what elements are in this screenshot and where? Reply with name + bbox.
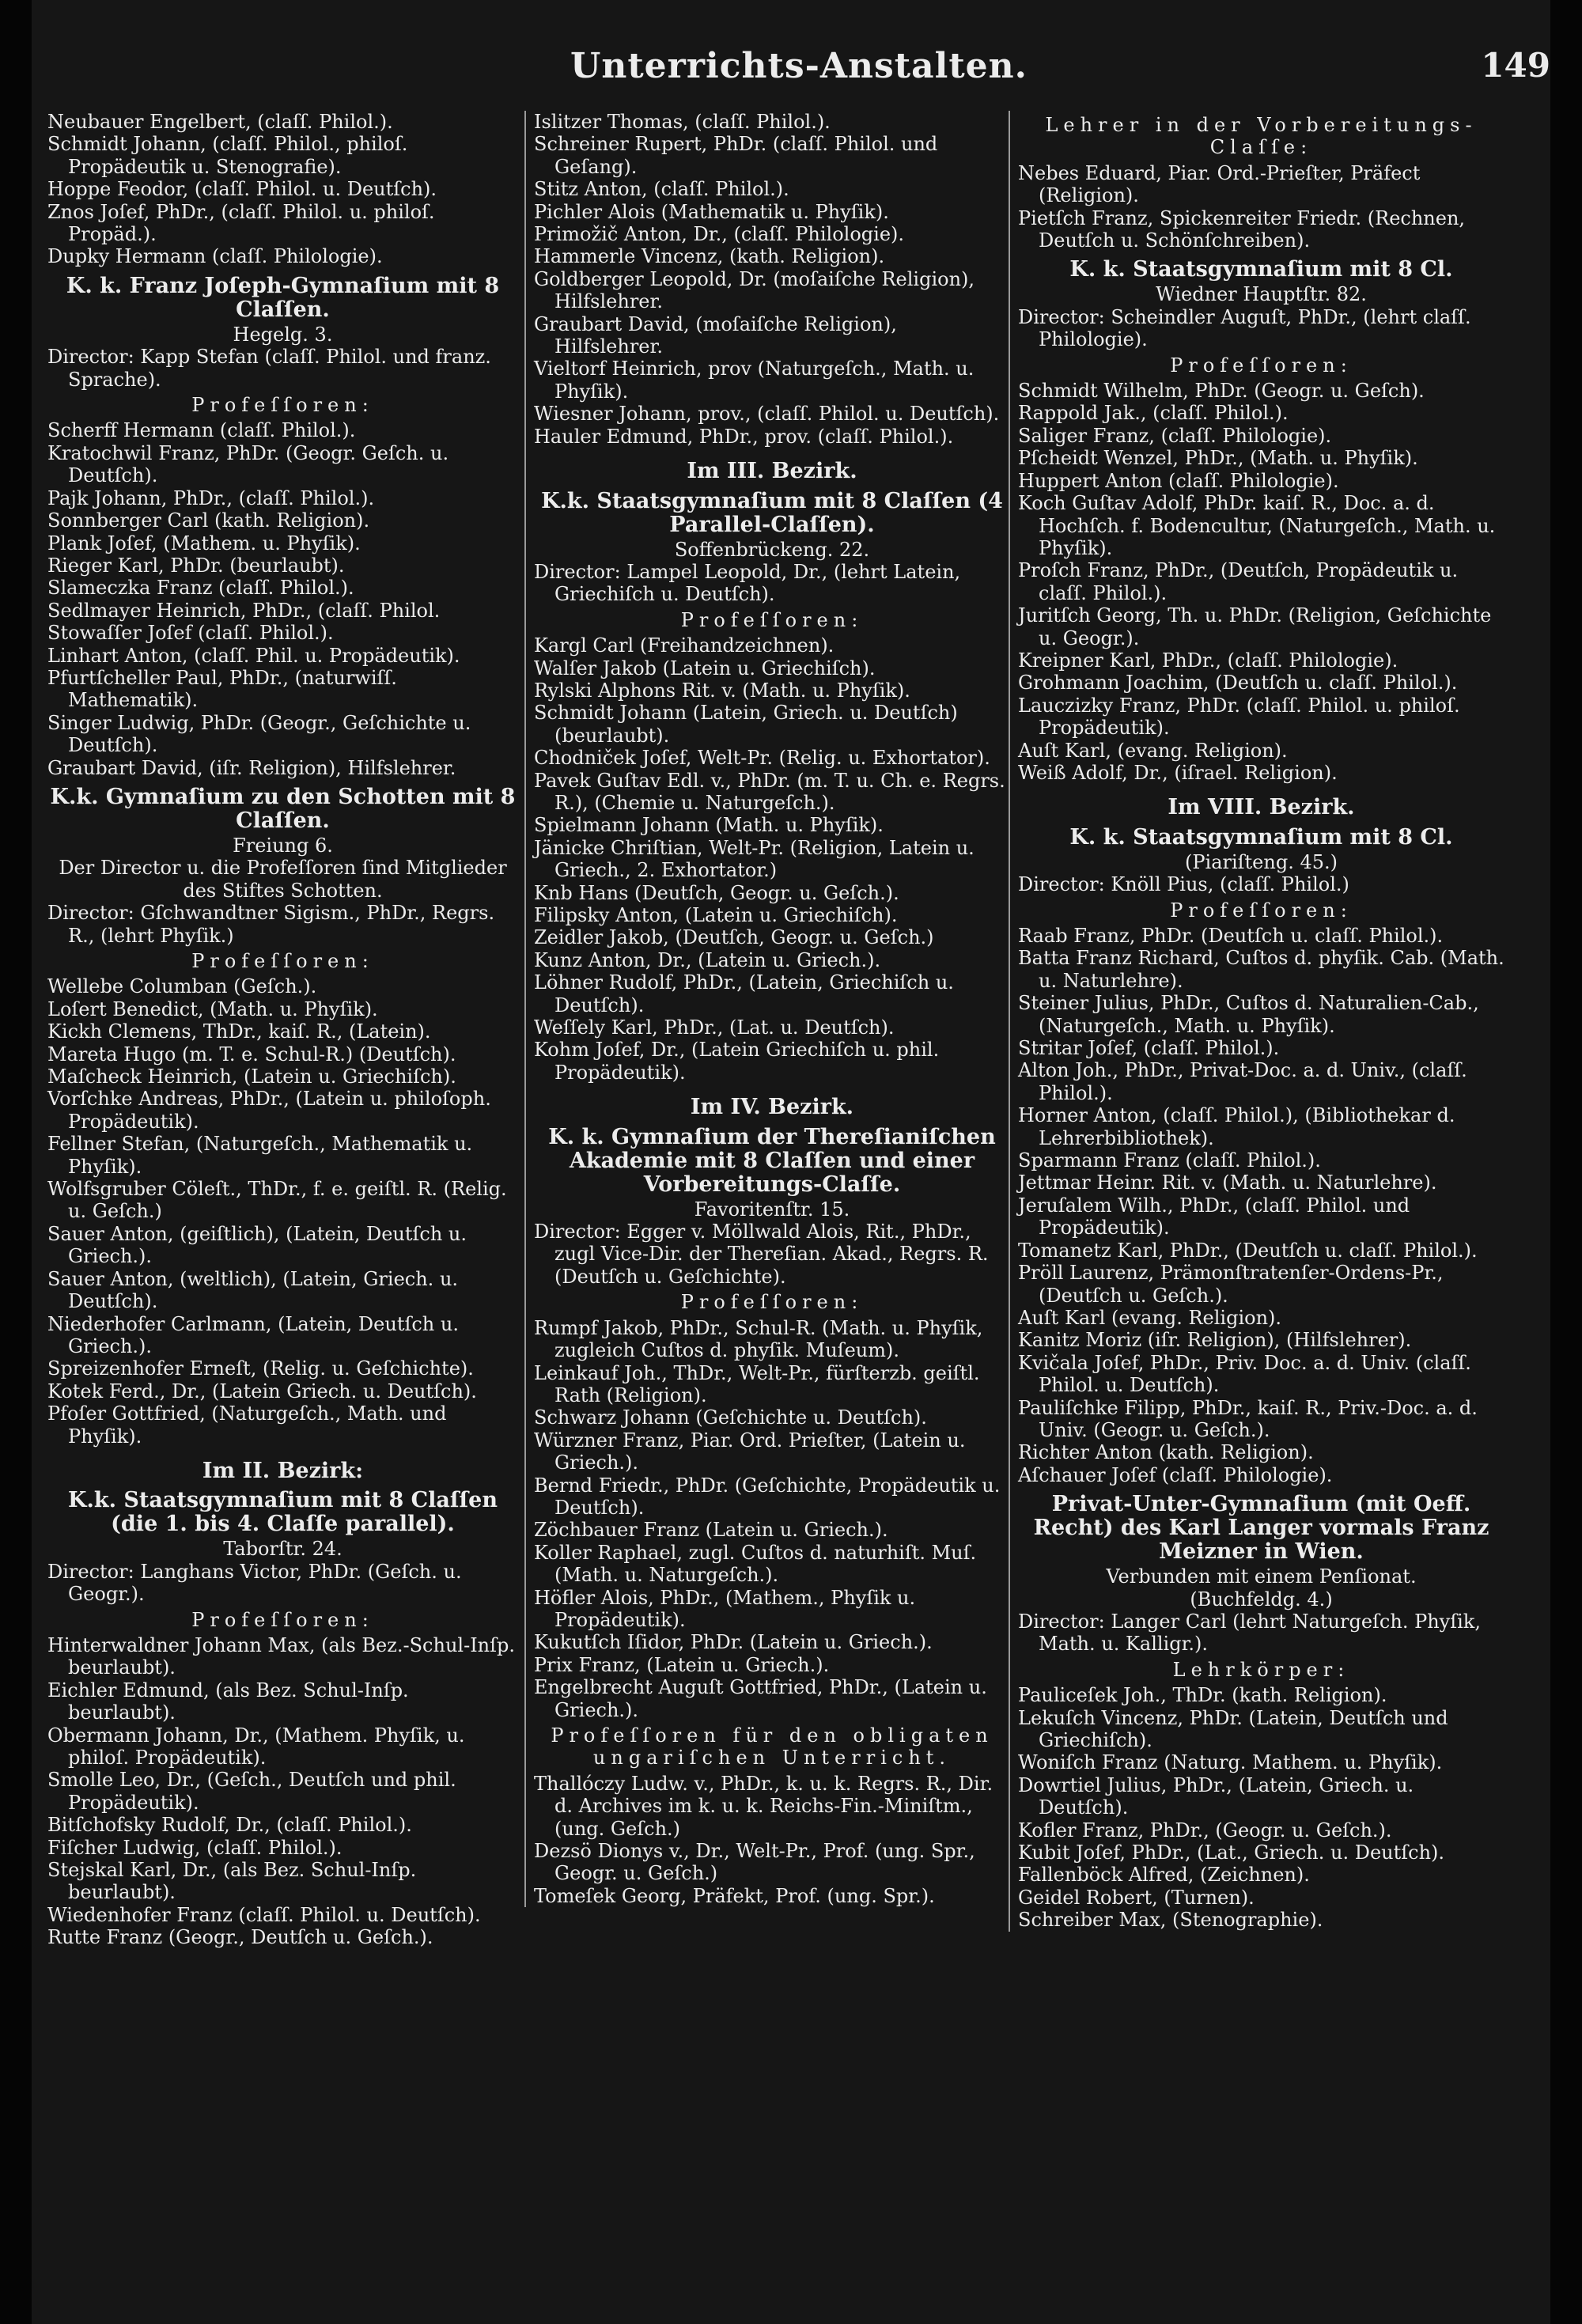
director-line: Director: Langhans Victor, PhDr. (Geſch. u. Geogr.). [47, 1560, 462, 1606]
list-item: Tomanetz Karl, PhDr., (Deutſch u. claſſ. Philol.). [1018, 1239, 1478, 1262]
list-item: Jettmar Heinr. Rit. v. (Math. u. Naturlehre). [1018, 1171, 1437, 1194]
list-item: Pauliceſek Joh., ThDr. (kath. Religion). [1018, 1684, 1387, 1707]
list-item: Thallóczy Ludw. v., PhDr., k. u. k. Regrs. R., Dir. d. Archives im k. u. k. Reichs-Fin.-Miniſtm., (ung. Geſch.) [534, 1772, 993, 1840]
list-item: Sparmann Franz (claſſ. Philol.). [1018, 1149, 1321, 1172]
list-item: Prix Franz, (Latein u. Griech.). [534, 1653, 830, 1676]
entry-list [47, 111, 518, 268]
director-line: Director: Langer Carl (lehrt Naturgeſch. Phyſik, Math. u. Kalligr.). [1018, 1610, 1481, 1656]
list-item: Weſſely Karl, PhDr., (Lat. u. Deutſch). [534, 1016, 895, 1039]
school-address: Favoritenſtr. 15. [694, 1198, 850, 1221]
list-item: Hinterwaldner Johann Max, (als Bez.-Schul-Inſp. beurlaubt). [47, 1633, 515, 1679]
list-item: Knb Hans (Deutſch, Geogr. u. Geſch.). [534, 881, 899, 904]
list-item: Schreiner Rupert, PhDr. (claſſ. Philol. und Geſang). [534, 133, 938, 178]
school-heading: K.k. Staatsgymnaſium mit 8 Claſſen (die 1. bis 4. Claſſe parallel). [68, 1488, 498, 1537]
list-item: Dowrtiel Julius, PhDr., (Latein, Griech. u. Deutſch). [1018, 1773, 1414, 1819]
school-address: Hegelg. 3. [233, 323, 333, 346]
list-item: Koch Guſtav Adolf, PhDr. kaiſ. R., Doc. a. d. Hochſch. f. Bodencultur, (Naturgeſch., Math. u. Phyſik). [1018, 492, 1496, 559]
list-item: Sauer Anton, (geiſtlich), (Latein, Deutſch u. Griech.). [47, 1222, 467, 1268]
list-item: Spielmann Johann (Math. u. Phyſik). [534, 814, 884, 837]
list-item: Goldberger Leopold, Dr. (moſaiſche Religion), Hilfslehrer. [534, 267, 975, 313]
list-item: Auſt Karl, (evang. Religion). [1018, 739, 1288, 762]
school-address: Taborſtr. 24. [223, 1538, 343, 1561]
district-heading: Im VIII. Bezirk. [1168, 795, 1355, 820]
list-item: Jänicke Chriſtian, Welt-Pr. (Religion, Latein u. Griech., 2. Exhortator.) [534, 836, 975, 882]
director-line: Director: Lampel Leopold, Dr., (lehrt Latein, Griechiſch u. Deutſch). [534, 560, 961, 606]
director-line: Director: Gſchwandtner Sigism., PhDr., Regrs. R., (lehrt Phyſik.) [47, 902, 495, 947]
list-item: Kunz Anton, Dr., (Latein u. Griech.). [534, 948, 881, 971]
director-line: Director: Kapp Stefan (claſſ. Philol. und franz. Sprache). [47, 346, 491, 391]
professors-label: Profeſſoren: [191, 394, 374, 417]
list-item: Graubart David, (moſaiſche Religion), Hilfslehrer. [534, 312, 897, 358]
column-right [1009, 111, 1504, 1932]
list-item: Scherff Hermann (claſſ. Philol.). [47, 419, 356, 442]
list-item: Pfurtſcheller Paul, PhDr., (naturwiſſ. Mathematik). [47, 666, 397, 712]
list-item: Nebes Eduard, Piar. Ord.-Prieſter, Präfect (Religion). [1018, 161, 1421, 207]
running-title: Unterrichts-Anstalten. [570, 46, 1028, 86]
professors-label: Profeſſoren: [191, 1608, 374, 1631]
list-item: Kofler Franz, PhDr., (Geogr. u. Geſch.). [1018, 1819, 1392, 1841]
list-item: Hauler Edmund, PhDr., prov. (claſſ. Philol.). [534, 425, 954, 448]
school-address: Soffenbrückeng. 22. [674, 538, 870, 561]
list-item: Smolle Leo, Dr., (Geſch., Deutſch und phil. Propädeutik). [47, 1769, 456, 1814]
list-item: Alton Joh., PhDr., Privat-Doc. a. d. Univ., (claſſ. Philol.). [1018, 1059, 1467, 1104]
list-item: Niederhofer Carlmann, (Latein, Deutſch u. Griech.). [47, 1312, 459, 1357]
list-item: Graubart David, (iſr. Religion), Hilfslehrer. [47, 756, 456, 779]
list-item: Plank Joſef, (Mathem. u. Phyſik). [47, 532, 361, 555]
preparatory-teachers-label: Lehrer in der Vorbereitungs-Claſſe: [1045, 114, 1478, 159]
list-item: Horner Anton, (claſſ. Philol.), (Bibliothekar d. Lehrerbibliothek). [1018, 1104, 1455, 1149]
list-item: Zeidler Jakob, (Deutſch, Geogr. u. Geſch.) [534, 926, 934, 949]
list-item: Höfler Alois, PhDr., (Mathem., Phyſik u. Propädeutik). [534, 1586, 916, 1631]
page-number: 149 [1481, 46, 1550, 85]
list-item: Zöchbauer Franz (Latein u. Griech.). [534, 1519, 888, 1542]
list-item: Vorſchke Andreas, PhDr., (Latein u. philoſoph. Propädeutik). [47, 1088, 491, 1133]
list-item: Würzner Franz, Piar. Ord. Prieſter, (Latein u. Griech.). [534, 1429, 966, 1474]
list-item: Proſch Franz, PhDr., (Deutſch, Propädeutik u. claſſ. Philol.). [1018, 559, 1459, 604]
professors-label: Profeſſoren: [191, 950, 374, 972]
school-note: Der Director u. die Profeſſoren ſind Mitglieder des Stiftes Schotten. [59, 857, 507, 902]
list-item: Hammerle Vincenz, (kath. Religion). [534, 245, 885, 268]
list-item: Leinkauf Joh., ThDr., Welt-Pr., fürſterzb. geiſtl. Rath (Religion). [534, 1361, 980, 1406]
list-item: Bernd Friedr., PhDr. (Geſchichte, Propädeutik u. Deutſch). [534, 1474, 1001, 1519]
director-line: Director: Egger v. Möllwald Alois, Rit., PhDr., zugl Vice-Dir. der Thereſian. Akad., Regrs. R. (Deutſch u. Geſchichte). [534, 1221, 989, 1288]
school-heading: K.k. Staatsgymnaſium mit 8 Claſſen (4 Parallel-Claſſen). [541, 488, 1003, 537]
list-item: Islitzer Thomas, (claſſ. Philol.). [534, 111, 831, 133]
list-item: Mareta Hugo (m. T. e. Schul-R.) (Deutſch). [47, 1043, 456, 1065]
list-item: Batta Franz Richard, Cuſtos d. phyſik. Cab. (Math. u. Naturlehre). [1018, 947, 1504, 992]
school-address: (Piariſteng. 45.) [1185, 850, 1338, 873]
list-item: Wellebe Columban (Geſch.). [47, 975, 317, 998]
list-item: Kargl Carl (Freihandzeichnen). [534, 634, 835, 657]
list-item: Auſt Karl (evang. Religion). [1018, 1306, 1282, 1329]
list-item: Schmidt Johann (Latein, Griech. u. Deutſch) (beurlaubt). [534, 702, 958, 747]
column-left [47, 111, 518, 1949]
school-address: Freiung 6. [233, 834, 333, 857]
list-item: Pajk Johann, PhDr., (claſſ. Philol.). [47, 486, 375, 509]
list-item: Lekuſch Vincenz, PhDr. (Latein, Deutſch und Griechiſch). [1018, 1706, 1448, 1751]
school-address: Wiedner Hauptſtr. 82. [1156, 283, 1367, 306]
list-item: Neubauer Engelbert, (claſſ. Philol.). [47, 111, 393, 133]
list-item: Rutte Franz (Geogr., Deutſch u. Geſch.). [47, 1926, 433, 1949]
list-item: Aſchauer Joſef (claſſ. Philologie). [1018, 1463, 1333, 1486]
school-heading: Privat-Unter-Gymnaſium (mit Oeff. Recht) des Karl Langer vormals Franz Meizner in Wien. [1033, 1492, 1489, 1565]
list-item: Stritar Joſef, (claſſ. Philol.). [1018, 1037, 1280, 1060]
list-item: Loſert Benedict, (Math. u. Phyſik). [47, 997, 378, 1020]
professors-label: Profeſſoren: [1170, 354, 1353, 377]
list-item: Sonnberger Carl (kath. Religion). [47, 509, 370, 532]
list-item: Rappold Jak., (claſſ. Philol.). [1018, 402, 1289, 425]
list-item: Saliger Franz, (claſſ. Philologie). [1018, 424, 1332, 447]
school-address: (Buchfeldg. 4.) [1190, 1588, 1333, 1611]
list-item: Kratochwil Franz, PhDr. (Geogr. Geſch. u. Deutſch). [47, 441, 449, 487]
list-item: Schmidt Wilhelm, PhDr. (Geogr. u. Geſch). [1018, 380, 1425, 403]
list-item: Kreipner Karl, PhDr., (claſſ. Philologie). [1018, 649, 1398, 672]
list-item: Wolfsgruber Cöleſt., ThDr., f. e. geiſtl. R. (Relig. u. Geſch.) [47, 1178, 507, 1223]
list-item: Pſcheidt Wenzel, PhDr., (Math. u. Phyſik). [1018, 447, 1418, 470]
page-header [47, 46, 1550, 101]
school-heading: K.k. Gymnaſium zu den Schotten mit 8 Claſſen. [50, 784, 516, 833]
list-item: Lauczizky Franz, PhDr. (claſſ. Philol. u. philoſ. Propädeutik). [1018, 694, 1460, 740]
list-item: Richter Anton (kath. Religion). [1018, 1441, 1314, 1464]
list-item: Kotek Ferd., Dr., (Latein Griech. u. Deutſch). [47, 1380, 477, 1402]
list-item: Woniſch Franz (Naturg. Mathem. u. Phyſik). [1018, 1751, 1443, 1774]
list-item: Hoppe Feodor, (claſſ. Philol. u. Deutſch). [47, 178, 437, 201]
school-heading: K. k. Franz Joſeph-Gymnaſium mit 8 Claſſen. [66, 273, 500, 322]
list-item: Pfoſer Gottfried, (Naturgeſch., Math. und Phyſik). [47, 1402, 447, 1448]
school-heading: K. k. Staatsgymnaſium mit 8 Cl. [1069, 824, 1453, 850]
list-item: Slameczka Franz (claſſ. Philol.). [47, 577, 354, 600]
list-item: Sauer Anton, (weltlich), (Latein, Griech. u. Deutſch). [47, 1267, 459, 1313]
list-item: Schwarz Johann (Geſchichte u. Deutſch). [534, 1406, 927, 1429]
list-item: Sedlmayer Heinrich, PhDr., (claſſ. Philol. [47, 599, 441, 622]
list-item: Pichler Alois (Mathematik u. Phyſik). [534, 200, 889, 223]
list-item: Znos Joſef, PhDr., (claſſ. Philol. u. philoſ. Propäd.). [47, 200, 435, 246]
professors-label: Profeſſoren: [1170, 899, 1353, 922]
list-item: Vieltorf Heinrich, prov (Naturgeſch., Math. u. Phyſik). [534, 358, 975, 403]
list-item: Dupky Hermann (claſſ. Philologie). [47, 245, 383, 268]
school-heading: K. k. Gymnaſium der Thereſianiſchen Akademie mit 8 Claſſen und einer Vorbereitungs-Claſſe. [548, 1124, 996, 1197]
list-item: Wiesner Johann, prov., (claſſ. Philol. u. Deutſch). [534, 403, 1000, 426]
list-item: Jeruſalem Wilh., PhDr., (claſſ. Philol. und Propädeutik). [1018, 1194, 1410, 1240]
list-item: Kubit Joſef, PhDr., (Lat., Griech. u. Deutſch). [1018, 1841, 1445, 1864]
list-item: Huppert Anton (claſſ. Philologie). [1018, 469, 1339, 492]
list-item: Primožič Anton, Dr., (claſſ. Philologie). [534, 223, 905, 246]
column-middle [524, 111, 1010, 1907]
district-heading: Im IV. Bezirk. [690, 1095, 854, 1120]
list-item: Koller Raphael, zugl. Cuſtos d. naturhiſt. Muſ. (Math. u. Naturgeſch.). [534, 1541, 977, 1587]
list-item: Walſer Jakob (Latein u. Griechiſch). [534, 657, 876, 679]
list-item: Maſcheck Heinrich, (Latein u. Griechiſch). [47, 1065, 456, 1088]
list-item: Rylski Alphons Rit. v. (Math. u. Phyſik). [534, 679, 910, 702]
list-item: Pröll Laurenz, Prämonſtratenſer-Ordens-Pr., (Deutſch u. Geſch.). [1018, 1262, 1444, 1307]
list-item: Pavek Guſtav Edl. v., PhDr. (m. T. u. Ch. e. Regrs. R.), (Chemie u. Naturgeſch.). [534, 769, 1005, 814]
list-item: Kanitz Moriz (iſr. Religion), (Hilfslehrer). [1018, 1329, 1412, 1352]
hungarian-professors-label: Profeſſoren für den obligaten ungariſchen Unterricht. [551, 1724, 993, 1769]
list-item: Filipsky Anton, (Latein u. Griechiſch). [534, 904, 898, 926]
district-heading: Im III. Bezirk. [687, 459, 857, 484]
list-item: Stowaſſer Joſef (claſſ. Philol.). [47, 622, 334, 645]
list-item: Weiß Adolf, Dr., (iſrael. Religion). [1018, 761, 1338, 784]
list-item: Löhner Rudolf, PhDr., (Latein, Griechiſch u. Deutſch). [534, 971, 954, 1016]
list-item: Raab Franz, PhDr. (Deutſch u. claſſ. Philol.). [1018, 925, 1444, 947]
list-item: Steiner Julius, PhDr., Cuſtos d. Naturalien-Cab., (Naturgeſch., Math. u. Phyſik). [1018, 992, 1479, 1037]
list-item: Stitz Anton, (claſſ. Philol.). [534, 178, 789, 201]
list-item: Obermann Johann, Dr., (Mathem. Phyſik, u. philoſ. Propädeutik). [47, 1724, 465, 1769]
professors-label: Profeſſoren: [680, 608, 864, 631]
list-item: Juritſch Georg, Th. u. PhDr. (Religion, Geſchichte u. Geogr.). [1018, 604, 1492, 649]
list-item: Schmidt Johann, (claſſ. Philol., philoſ. Propädeutik u. Stenografie). [47, 133, 408, 178]
list-item: Rumpf Jakob, PhDr., Schul-R. (Math. u. Phyſik, zugleich Cuſtos d. phyſik. Muſeum). [534, 1316, 983, 1362]
list-item: Pauliſchke Filipp, PhDr., kaiſ. R., Priv.-Doc. a. d. Univ. (Geogr. u. Geſch.). [1018, 1396, 1478, 1441]
director-line: Director: Scheindler Auguſt, PhDr., (lehrt claſſ. Philologie). [1018, 305, 1471, 351]
list-item: Kohm Joſef, Dr., (Latein Griechiſch u. phil. Propädeutik). [534, 1039, 940, 1084]
school-note: Verbunden mit einem Penſionat. [1106, 1565, 1417, 1588]
list-item: Grohmann Joachim, (Deutſch u. claſſ. Philol.). [1018, 672, 1458, 695]
list-item: Linhart Anton, (claſſ. Phil. u. Propädeutik). [47, 644, 460, 667]
list-item: Wiedenhofer Franz (claſſ. Philol. u. Deutſch). [47, 1903, 481, 1926]
list-item: Fellner Stefan, (Naturgeſch., Mathematik u. Phyſik). [47, 1133, 473, 1178]
list-item: Singer Ludwig, PhDr. (Geogr., Geſchichte u. Deutſch). [47, 711, 471, 757]
list-item: Eichler Edmund, (als Bez. Schul-Inſp. beurlaubt). [47, 1679, 409, 1724]
list-item: Kukutſch Iſidor, PhDr. (Latein u. Griech.). [534, 1631, 933, 1654]
director-line: Director: Knöll Pius, (claſſ. Philol.) [1018, 873, 1349, 896]
list-item: Spreizenhofer Erneſt, (Relig. u. Geſchichte). [47, 1357, 474, 1380]
professors-label: Profeſſoren: [680, 1291, 864, 1314]
list-item: Geidel Robert, (Turnen). [1018, 1886, 1255, 1909]
list-item: Bitſchofsky Rudolf, Dr., (claſſ. Philol.). [47, 1814, 412, 1837]
list-item: Schreiber Max, (Stenographie). [1018, 1909, 1323, 1932]
list-item: Rieger Karl, PhDr. (beurlaubt). [47, 554, 345, 577]
list-item: Kvičala Joſef, PhDr., Priv. Doc. a. d. Univ. (claſſ. Philol. u. Deutſch). [1018, 1351, 1471, 1397]
faculty-label: Lehrkörper: [1172, 1658, 1350, 1681]
list-item: Pietſch Franz, Spickenreiter Friedr. (Rechnen, Deutſch u. Schönſchreiben). [1018, 206, 1466, 252]
list-item: Tomeſek Georg, Präfekt, Prof. (ung. Spr.). [534, 1884, 935, 1907]
list-item: Dezsö Dionys v., Dr., Welt-Pr., Prof. (ung. Spr., Geogr. u. Geſch.) [534, 1840, 975, 1885]
list-item: Chodniček Joſef, Welt-Pr. (Relig. u. Exhortator). [534, 747, 990, 770]
list-item: Kickh Clemens, ThDr., kaiſ. R., (Latein). [47, 1020, 431, 1043]
list-item: Fiſcher Ludwig, (claſſ. Philol.). [47, 1836, 343, 1859]
list-item: Engelbrecht Auguſt Gottfried, PhDr., (Latein u. Griech.). [534, 1676, 987, 1721]
list-item: Stejskal Karl, Dr., (als Bez. Schul-Inſp. beurlaubt). [47, 1859, 417, 1904]
district-heading: Im II. Bezirk: [202, 1458, 364, 1483]
list-item: Fallenböck Alfred, (Zeichnen). [1018, 1864, 1310, 1887]
school-heading: K. k. Staatsgymnaſium mit 8 Cl. [1069, 257, 1453, 282]
